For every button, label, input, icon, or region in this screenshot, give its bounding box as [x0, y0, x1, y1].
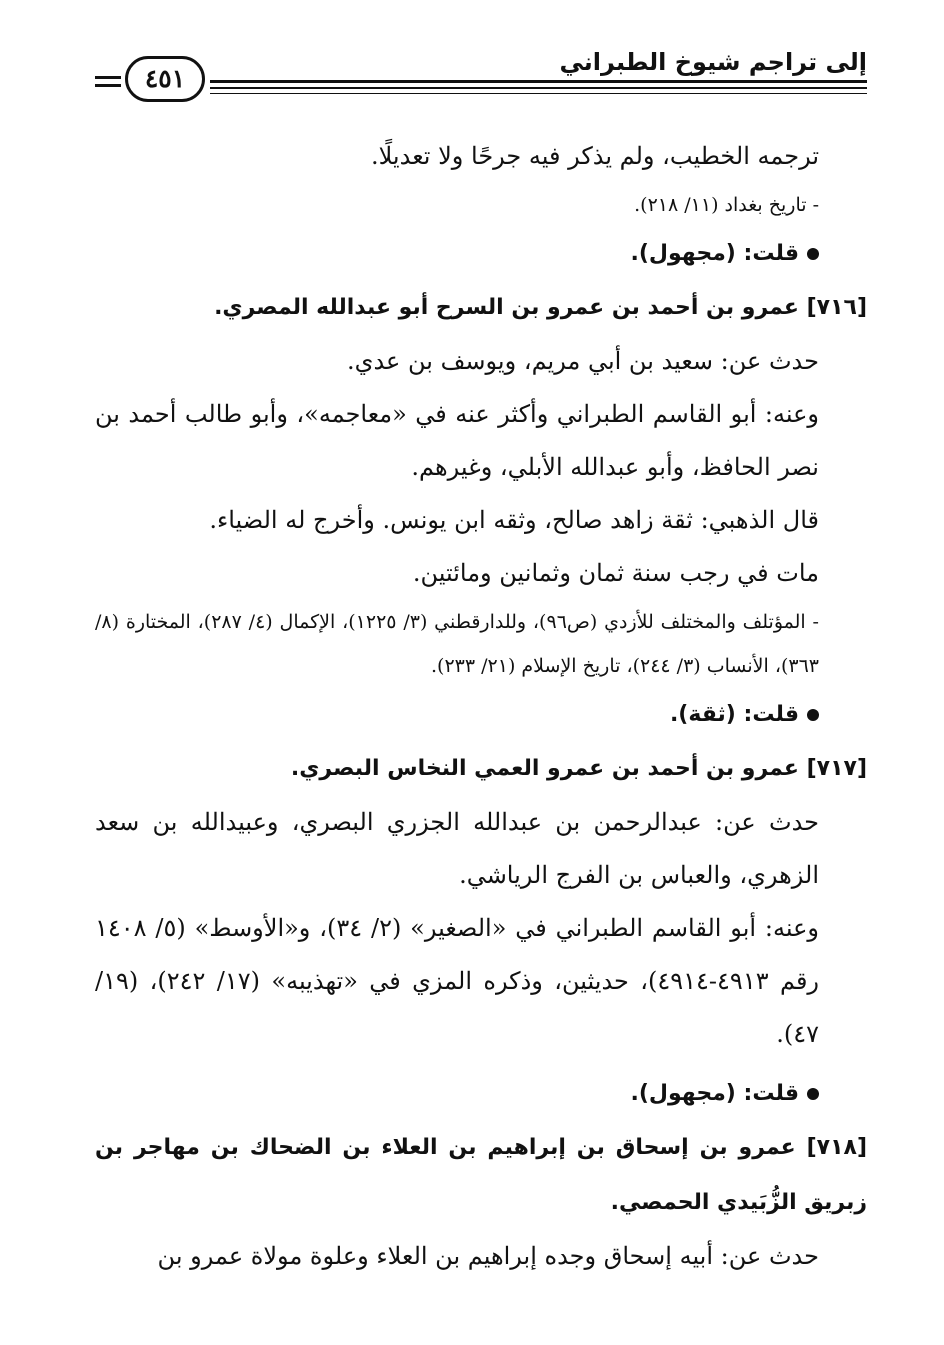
biography-note: ترجمه الخطيب، ولم يذكر فيه جرحًا ولا تعديلًا.	[370, 142, 819, 170]
grading-quote: قال الذهبي: ثقة زاهد صالح، وثقه ابن يونس. وأخرج له الضياء.	[209, 506, 819, 534]
header-rule-left	[95, 84, 121, 87]
header-rule	[210, 93, 867, 94]
entry-heading: [٧١٧] عمرو بن أحمد بن عمرو العمي النخاس البصري.	[290, 756, 867, 781]
entry-heading: [٧١٦] عمرو بن أحمد بن عمرو بن السرح أبو عبدالله المصري.	[214, 295, 867, 320]
verdict-line	[95, 688, 867, 741]
narrated-by: وعنه: أبو القاسم الطبراني في «الصغير» (٢/ ٣٤)، و«الأوسط» (٥/ ١٤٠٨ رقم ٤٩١٣-٤٩١٤)، حديثين، وذكره المزي في «تهذيبه» (١٧/ ٢٤٢)، (١٩/ ٤٧).	[95, 914, 820, 1048]
narrated-from: حدث عن: سعيد بن أبي مريم، ويوسف بن عدي.	[347, 347, 819, 375]
verdict-text: قلت: (ثقة).	[669, 702, 799, 727]
reference-line: - تاريخ بغداد (١١/ ٢١٨).	[634, 194, 819, 216]
page-header	[95, 40, 867, 110]
header-rule-left	[95, 76, 121, 79]
bullet-icon	[807, 248, 819, 260]
page-number: ٤٥١	[125, 56, 205, 102]
death-date: مات في رجب سنة ثمان وثمانين ومائتين.	[412, 559, 819, 587]
bullet-icon	[807, 709, 819, 721]
reference-line: - المؤتلف والمختلف للأزدي (ص٩٦)، وللدارقطني (٣/ ١٢٢٥)، الإكمال (٤/ ٢٨٧)، المختارة (٨/ ٣٦٣)، الأنساب (٣/ ٢٤٤)، تاريخ الإسلام (٢١/ ٢٣٣).	[95, 611, 819, 677]
verdict-text: قلت: (مجهول).	[630, 241, 799, 266]
header-rule	[210, 87, 867, 89]
verdict-line	[95, 1067, 867, 1120]
narrated-from: حدث عن: عبدالرحمن بن عبدالله الجزري البصري، وعبيدالله بن سعد الزهري، والعباس بن الفرج الرياشي.	[95, 808, 819, 889]
page-body	[95, 130, 867, 1283]
header-rule	[210, 80, 867, 83]
entry-heading: [٧١٨] عمرو بن إسحاق بن إبراهيم بن العلاء بن الضحاك بن مهاجر بن زبريق الزُّبَيدي الحمصي.	[95, 1135, 867, 1215]
narrated-by: وعنه: أبو القاسم الطبراني وأكثر عنه في «معاجمه»، وأبو طالب أحمد بن نصر الحافظ، وأبو عبدالله الأبلي، وغيرهم.	[95, 400, 819, 481]
narrated-from: حدث عن: أبيه إسحاق وجده إبراهيم بن العلاء وعلوة مولاة عمرو بن	[157, 1242, 819, 1270]
verdict-line	[95, 227, 867, 280]
verdict-text: قلت: (مجهول).	[630, 1081, 799, 1106]
running-title: إلى تراجم شيوخ الطبراني	[559, 48, 867, 76]
bullet-icon	[807, 1088, 819, 1100]
